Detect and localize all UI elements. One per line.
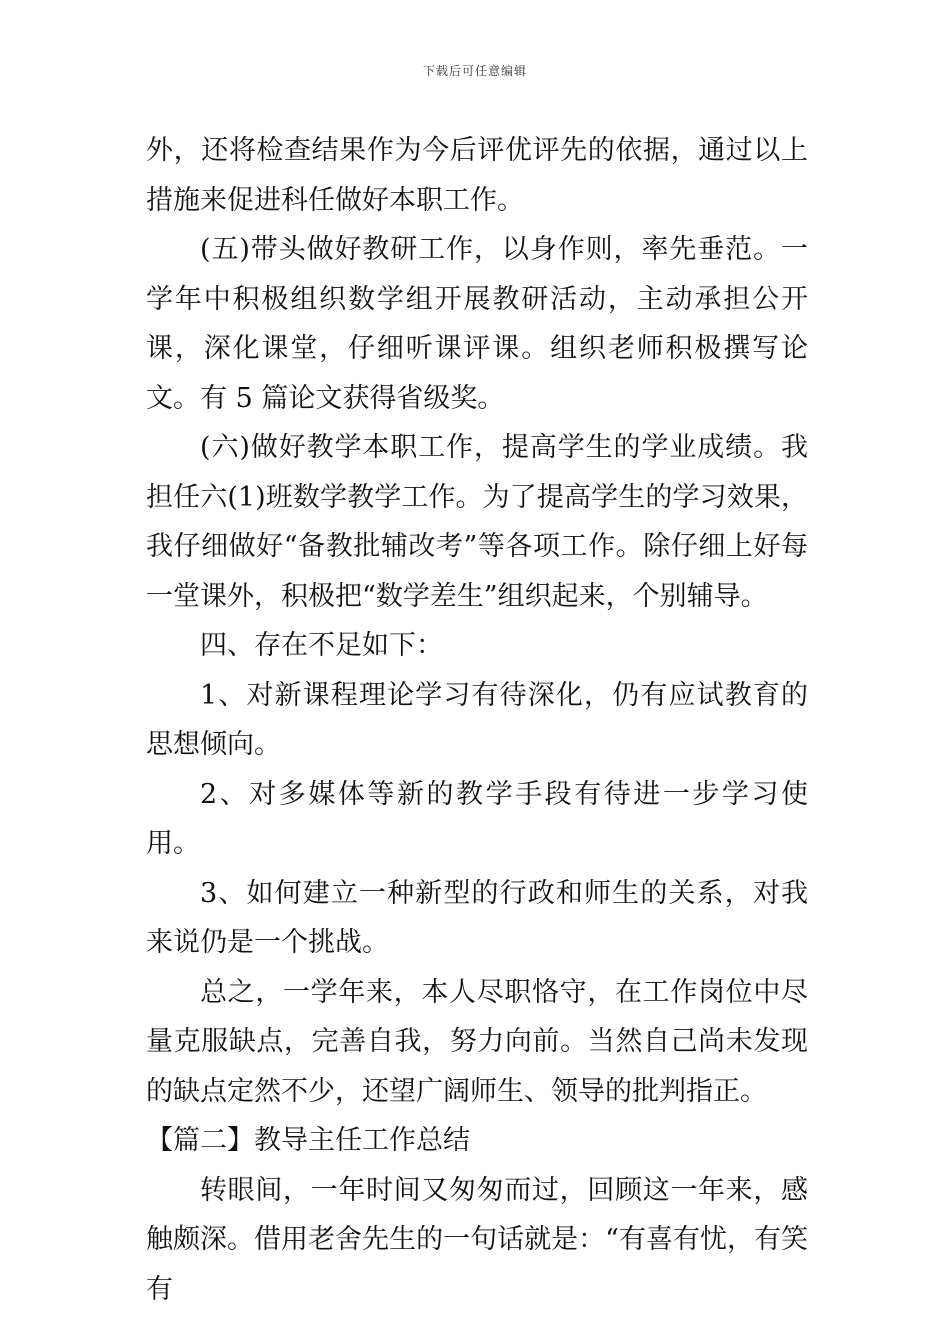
- paragraph-1: 外，还将检查结果作为今后评优评先的依据，通过以上措施来促进科任做好本职工作。: [146, 135, 808, 216]
- page-header: 下载后可任意编辑: [422, 64, 527, 78]
- paragraph-4: 四、存在不足如下：: [200, 630, 443, 661]
- paragraph-2: (五)带头做好教研工作，以身作则，率先垂范。一学年中积极组织数学组开展教研活动，主动承担公开课，深化课堂，仔细听课评课。组织老师积极撰写论文。有 5 篇论文获得省级奖。: [146, 234, 808, 414]
- section-heading: 【篇二】教导主任工作总结: [146, 1125, 470, 1156]
- paragraph-5: 1、对新课程理论学习有待深化，仍有应试教育的思想倾向。: [146, 679, 808, 760]
- document-body: [146, 126, 808, 1314]
- paragraph-8: 总之，一学年来，本人尽职恪守，在工作岗位中尽量克服缺点，完善自我，努力向前。当然自己尚未发现的缺点定然不少，还望广阔师生、领导的批判指正。: [146, 976, 808, 1107]
- paragraph-7: 3、如何建立一种新型的行政和师生的关系，对我来说仍是一个挑战。: [146, 877, 808, 958]
- paragraph-6: 2、对多媒体等新的教学手段有待进一步学习使用。: [146, 778, 808, 859]
- paragraph-3: (六)做好教学本职工作，提高学生的学业成绩。我担任六(1)班数学教学工作。为了提高学生的学习效果，我仔细做好“备教批辅改考”等各项工作。除仔细上好每一堂课外，积极把“数学差生”组织起来，个别辅导。: [146, 432, 808, 612]
- paragraph-9: 转眼间，一年时间又匆匆而过，回顾这一年来，感触颇深。借用老舍先生的一句话就是：“有喜有忧，有笑有: [146, 1174, 808, 1305]
